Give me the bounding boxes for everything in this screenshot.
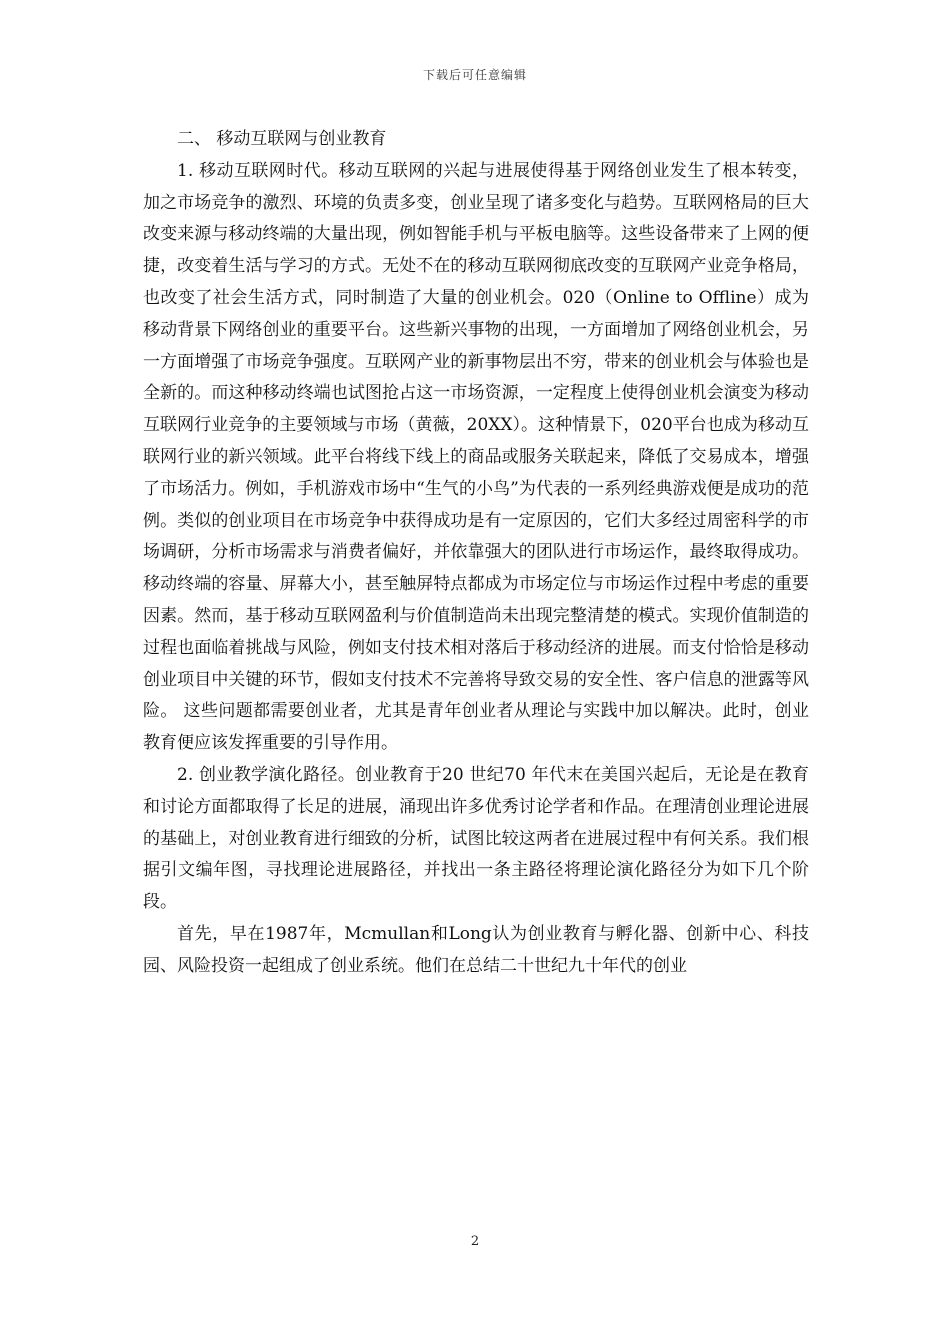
page-header: 下载后可任意编辑: [422, 68, 527, 82]
paragraph-first-stage: 首先，早在1987年，Mcmullan和Long认为创业教育与孵化器、创新中心、科技园、风险投资一起组成了创业系统。他们在总结二十世纪九十年代的创业: [143, 923, 809, 976]
document-body: [143, 124, 809, 983]
paragraph-evolution-path: 2. 创业教学演化路径。创业教育于20 世纪70 年代末在美国兴起后，无论是在教育和讨论方面都取得了长足的进展，涌现出许多优秀讨论学者和作品。在理清创业理论进展的基础上，对创业教育进行细致的分析，试图比较这两者在进展过程中有何关系。我们根据引文编年图，寻找理论进展路径，并找出一条主路径将理论演化路径分为如下几个阶段。: [143, 764, 809, 913]
page-number: 2: [470, 1234, 480, 1249]
section-title: 二、 移动互联网与创业教育: [177, 129, 387, 149]
paragraph-mobile-internet-era: 1. 移动互联网时代。移动互联网的兴起与进展使得基于网络创业发生了根本转变，加之市场竞争的激烈、环境的负责多变，创业呈现了诸多变化与趋势。互联网格局的巨大改变来源与移动终端的大量出现，例如智能手机与平板电脑等。这些设备带来了上网的便捷，改变着生活与学习的方式。无处不在的移动互联网彻底改变的互联网产业竞争格局，也改变了社会生活方式，同时制造了大量的创业机会。020（Online to Offline）成为移动背景下网络创业的重要平台。这些新兴事物的出现，一方面增加了网络创业机会，另一方面增强了市场竞争强度。互联网产业的新事物层出不穷，带来的创业机会与体验也是全新的。而这种移动终端也试图抢占这一市场资源，一定程度上使得创业机会演变为移动互联网行业竞争的主要领域与市场（黄薇，20XX）。这种情景下，020平台也成为移动互联网行业的新兴领域。此平台将线下线上的商品或服务关联起来，降低了交易成本，增强了市场活力。例如，手机游戏市场中“生气的小鸟”为代表的一系列经典游戏便是成功的范例。类似的创业项目在市场竞争中获得成功是有一定原因的，它们大多经过周密科学的市场调研，分析市场需求与消费者偏好，并依靠强大的团队进行市场运作，最终取得成功。移动终端的容量、屏幕大小，甚至触屏特点都成为市场定位与市场运作过程中考虑的重要因素。然而，基于移动互联网盈利与价值制造尚未出现完整清楚的模式。实现价值制造的过程也面临着挑战与风险，例如支付技术相对落后于移动经济的进展。而支付恰恰是移动创业项目中关键的环节，假如支付技术不完善将导致交易的安全性、客户信息的泄露等风险。 这些问题都需要创业者，尤其是青年创业者从理论与实践中加以解决。此时，创业教育便应该发挥重要的引导作用。: [143, 160, 809, 754]
